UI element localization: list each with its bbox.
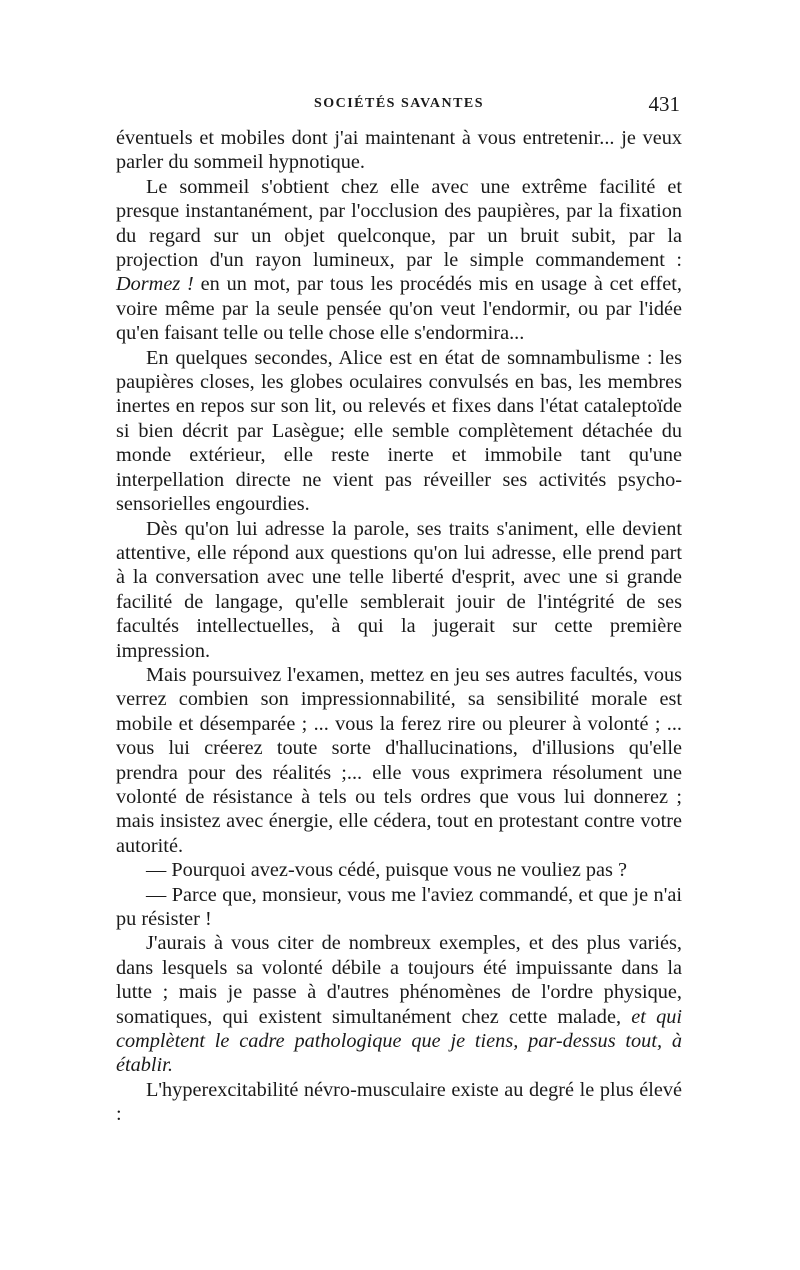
- paragraph: Dès qu'on lui adresse la parole, ses traits s'animent, elle devient attentive, elle répond aux questions qu'on lui adresse, elle prend part à la conversation avec une telle liberté d'esprit, avec une si grande facilité de langage, qu'elle semblerait jouir de l'intégrité de ses facultés intellectuelles, à qui la jugerait sur cette première impression.: [116, 517, 682, 662]
- italic-text: et qui complètent le cadre pathologique que je tiens, par-dessus tout, à établir.: [116, 1005, 682, 1077]
- running-header: [118, 92, 680, 122]
- italic-text: Dormez !: [116, 273, 194, 296]
- dialogue-line: — Parce que, monsieur, vous me l'aviez commandé, et que je n'ai pu résister !: [116, 883, 682, 930]
- body-text: [116, 126, 682, 1127]
- paragraph: L'hyperexcitabilité névro-musculaire existe au degré le plus élevé :: [116, 1078, 682, 1126]
- paragraph: Mais poursuivez l'examen, mettez en jeu ses autres facultés, vous verrez combien son impressionnabilité, sa sensibilité morale est mobile et désemparée ; ... vous la ferez rire ou pleurer à volonté ; ... vous lui créerez toute sorte d'hallucinations, d'illusions qu'elle prendra pour des réalités ;... elle vous exprimera résolument une volonté de résistance à tels ou tels ordres que vous lui donnerez ; mais insistez avec énergie, elle cédera, tout en protestant contre votre autorité.: [116, 663, 682, 857]
- dialogue-line: — Pourquoi avez-vous cédé, puisque vous ne vouliez pas ?: [146, 859, 627, 882]
- paragraph: J'aurais à vous citer de nombreux exemples, et des plus variés, dans lesquels sa volonté débile a toujours été impuissante dans la lutte ; mais je passe à d'autres phénomènes de l'ordre physique, somatiques, qui existent simultanément chez cette malade, et qui complètent le cadre pathologique que je tiens, par-dessus tout, à établir.: [116, 932, 682, 1077]
- paragraph: En quelques secondes, Alice est en état de somnambulisme : les paupières closes, les globes oculaires convulsés en bas, les membres inertes en repos sur son lit, ou relevés et fixes dans l'état cataleptoïde si bien décrit par Lasègue; elle semble complètement détachée du monde extérieur, elle reste inerte et immobile tant qu'une interpellation directe ne vient pas réveiller ses activités psycho-sensorielles engourdies.: [116, 346, 682, 516]
- page-number: 431: [648, 92, 680, 116]
- paragraph: Le sommeil s'obtient chez elle avec une extrême facilité et presque instantanément, par l'occlusion des paupières, par la fixation du regard sur un objet quelconque, par un bruit subit, par la projection d'un rayon lumineux, par le simple commandement : Dormez ! en un mot, par tous les procédés mis en usage à cet effet, voire même par la seule pensée qu'on veut l'endormir, ou par l'idée qu'en faisant telle ou telle chose elle s'endormira...: [116, 175, 682, 345]
- paragraph-continuation: éventuels et mobiles dont j'ai maintenant à vous entretenir... je veux parler du sommeil hypnotique.: [116, 127, 682, 174]
- running-title: SOCIÉTÉS SAVANTES: [313, 96, 485, 111]
